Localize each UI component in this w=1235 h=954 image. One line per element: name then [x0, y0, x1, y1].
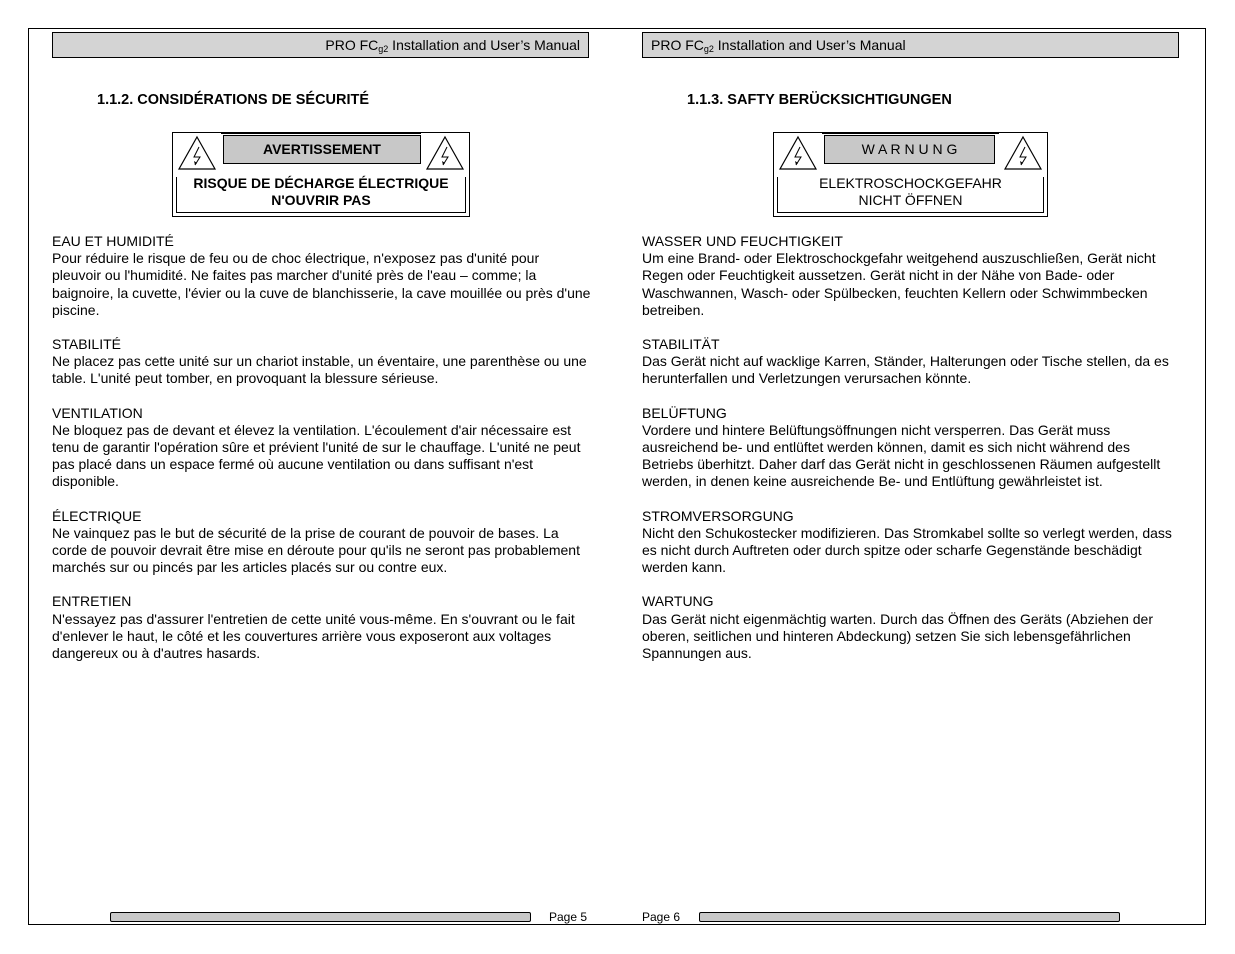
warning-line-1: ELEKTROSCHOCKGEFAHR	[819, 175, 1002, 191]
section-water	[52, 233, 592, 319]
right-section-title: 1.1.3. SAFTY BERÜCKSICHTIGUNGEN	[687, 92, 952, 108]
right-footer-bar	[699, 912, 1120, 922]
section-electrical	[52, 508, 592, 577]
warning-label: AVERTISSEMENT	[223, 135, 421, 164]
section-body: Ne vainquez pas le but de sécurité de la prise de courant de pouvoir de bases. La corde de pouvoir devrait être mise en déroute pour qu'ils ne seront pas probablement marchés sur ou pincés par les articles placés sur ou contre eux.	[52, 524, 580, 576]
warning-line-2: NICHT ÖFFNEN	[858, 192, 963, 208]
header-subscript: g2	[378, 44, 389, 54]
section-stability	[642, 336, 1182, 388]
electric-shock-warning-icon	[1003, 135, 1043, 171]
section-heading: EAU ET HUMIDITÉ	[52, 233, 174, 249]
section-body: Vordere und hintere Belüftungsöffnungen nicht versperren. Das Gerät muss ausreichend be- und entlüftet werden können, damit es sich nicht während des Betriebs überhitzt. Daher darf das Gerät nicht in geschlossenen Räumen aufgestellt werden, in denen keine ausreichende Be- und Entlüftung gewährleistet ist.	[642, 421, 1161, 490]
left-warning-box	[172, 132, 470, 217]
section-ventilation	[52, 405, 592, 491]
section-heading: VENTILATION	[52, 404, 143, 421]
section-body: Das Gerät nicht auf wacklige Karren, Ständer, Halterungen oder Tische stellen, da es herunterfallen und Verletzungen verursachen könnte.	[642, 353, 1169, 387]
section-heading: WASSER UND FEUCHTIGKEIT	[642, 233, 843, 249]
section-heading: WARTUNG	[642, 593, 714, 610]
electric-shock-warning-icon	[177, 135, 217, 171]
page-number-left: Page 5	[549, 910, 588, 924]
header-prefix: PRO FC	[651, 37, 704, 53]
right-page-body	[642, 233, 1182, 679]
warning-inner-frame	[176, 177, 466, 213]
section-heading: ENTRETIEN	[52, 593, 132, 610]
section-body: Nicht den Schukostecker modifizieren. Das Stromkabel sollte so verlegt werden, dass es nicht durch Auftreten oder durch spitze oder scharfe Gegenstände beschädigt werden kann.	[642, 524, 1172, 576]
section-heading: STROMVERSORGUNG	[642, 507, 794, 524]
electric-shock-warning-icon	[778, 135, 818, 171]
warning-line-2: N'OUVRIR PAS	[271, 192, 371, 208]
header-subscript: g2	[703, 44, 714, 54]
section-maintenance	[52, 593, 592, 662]
header-prefix: PRO FC	[325, 37, 379, 53]
left-footer-bar	[110, 912, 531, 922]
section-body: Das Gerät nicht eigenmächtig warten. Durch das Öffnen des Geräts (Abziehen der oberen, seitlichen und hinteren Abdeckung) setzen Sie sich lebensgefährlichen Spannungen aus.	[642, 610, 1154, 662]
section-heading: STABILITÉ	[52, 336, 121, 353]
right-warning-box	[773, 132, 1048, 217]
electric-shock-warning-icon	[425, 135, 465, 171]
warning-label: W A R N U N G	[824, 135, 995, 164]
section-maintenance	[642, 593, 1182, 662]
section-ventilation	[642, 405, 1182, 491]
section-body: Pour réduire le risque de feu ou de choc électrique, n'exposez pas d'unité pour pleuvoir ou l'humidité. Ne faites pas marcher d'unité près de l'eau – comme; la baignoire, la cuvette, l'évier ou la cuve de blanchisserie, la cave mouillée ou près d'une piscine.	[52, 250, 591, 318]
header-suffix: Installation and User’s Manual	[713, 37, 906, 53]
section-heading: STABILITÄT	[642, 336, 720, 353]
left-section-title: 1.1.2. CONSIDÉRATIONS DE SÉCURITÉ	[97, 92, 370, 108]
section-body: Ne bloquez pas de devant et élevez la ventilation. L'écoulement d'air nécessaire est tenu de garantir l'opération sûre et prévient l'unité de sur le chauffage. L'unité ne peut pas placé dans un espace fermé où aucune ventilation ou dans suffisant n'est disponible.	[52, 421, 581, 490]
section-body: N'essayez pas d'assurer l'entretien de cette unité vous-même. En s'ouvrant ou le fait d'enlever le haut, le côté et les couvertures arrière vous exposeront aux voltages dangereux ou à d'autres hasards.	[52, 610, 575, 662]
section-stability	[52, 336, 592, 388]
warning-line-1: RISQUE DE DÉCHARGE ÉLECTRIQUE	[193, 175, 449, 191]
right-page-header	[642, 32, 1179, 58]
section-heading: ÉLECTRIQUE	[52, 507, 142, 524]
section-water	[642, 233, 1182, 319]
left-page-body	[52, 233, 592, 679]
left-page-header	[52, 32, 589, 58]
warning-inner-frame	[777, 177, 1044, 213]
section-heading: BELÜFTUNG	[642, 404, 727, 421]
section-body: Ne placez pas cette unité sur un chariot instable, un éventaire, une parenthèse ou une table. L'unité peut tomber, en provoquant la blessure sérieuse.	[52, 353, 587, 387]
section-body: Um eine Brand- oder Elektroschockgefahr weitgehend auszuschließen, Gerät nicht Regen oder Feuchtigkeit aussetzen. Gerät nicht in der Nähe von Bade- oder Waschwannen, Wasch- oder Spülbecken, feuchten Kellern oder Schwimmbecken betreiben.	[642, 250, 1156, 318]
page-number-right: Page 6	[642, 910, 681, 924]
header-suffix: Installation and User’s Manual	[388, 37, 580, 53]
section-power-supply	[642, 508, 1182, 577]
